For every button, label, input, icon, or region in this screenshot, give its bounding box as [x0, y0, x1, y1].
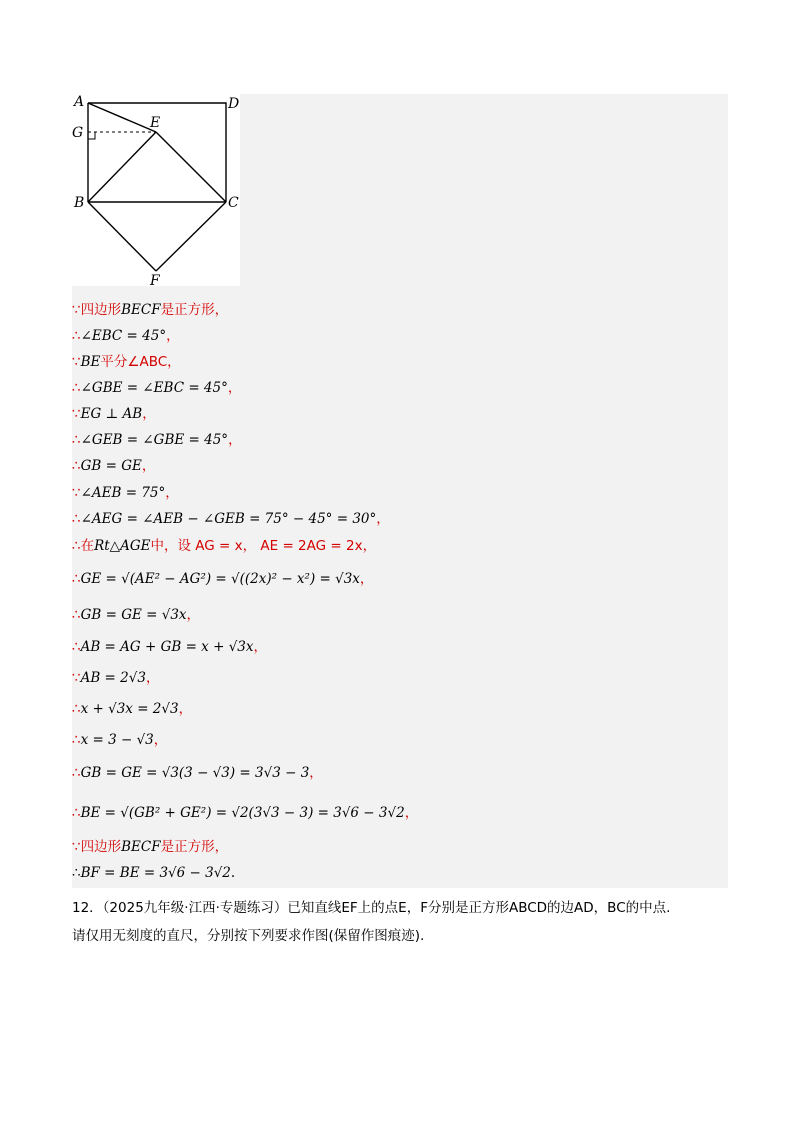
- solution-line: ∴GB = GE = √3x，: [72, 607, 201, 623]
- solution-line: ∴AB = AG + GB = x + √3x，: [72, 639, 267, 655]
- solution-line: ∴GB = GE = √3(3 − √3) = 3√3 − 3，: [72, 765, 323, 781]
- solution-line: ∴在Rt△AGE中，设 AG = x， AE = 2AG = 2x，: [72, 538, 377, 554]
- solution-line: ∴GB = GE，: [72, 458, 156, 474]
- label-c: C: [228, 195, 239, 211]
- problem-statement-line1: 12．（2025九年级·江西·专题练习）已知直线EF上的点E，F分别是正方形ABCD的边AD，BC的中点.: [72, 900, 671, 916]
- solution-line: ∵四边形BECF是正方形，: [72, 302, 229, 318]
- segment-ae: [88, 103, 156, 132]
- geometry-diagram: [72, 94, 240, 286]
- solution-line: ∴∠GBE = ∠EBC = 45°，: [72, 380, 242, 396]
- label-b: B: [74, 195, 85, 211]
- solution-line: ∴∠EBC = 45°，: [72, 328, 180, 344]
- label-a: A: [74, 94, 85, 110]
- label-g: G: [72, 125, 84, 141]
- solution-line: ∵AB = 2√3，: [72, 670, 160, 686]
- solution-line: ∴∠AEG = ∠AEB − ∠GEB = 75° − 45° = 30°，: [72, 511, 390, 527]
- segment-be: [88, 132, 156, 202]
- solution-line: ∴∠GEB = ∠GBE = 45°，: [72, 432, 242, 448]
- solution-line: ∵四边形BECF是正方形，: [72, 839, 229, 855]
- solution-line: ∴x = 3 − √3，: [72, 732, 168, 748]
- label-e: E: [150, 115, 161, 131]
- solution-line: ∴BE = √(GB² + GE²) = √2(3√3 − 3) = 3√6 − 3√2，: [72, 805, 419, 821]
- solution-line: ∴x + √3x = 2√3，: [72, 701, 193, 717]
- segment-cf: [156, 202, 226, 271]
- solution-line: ∵EG ⊥ AB，: [72, 406, 156, 422]
- solution-line: ∵BE平分∠ABC，: [72, 354, 181, 370]
- label-f: F: [150, 273, 160, 286]
- solution-line: ∴BF = BE = 3√6 − 3√2.: [72, 865, 236, 881]
- label-d: D: [228, 96, 240, 112]
- solution-line: ∴GE = √(AE² − AG²) = √((2x)² − x²) = √3x，: [72, 571, 374, 587]
- segment-ec: [156, 132, 226, 202]
- segment-bf: [88, 202, 156, 271]
- solution-line: ∵∠AEB = 75°，: [72, 485, 179, 501]
- right-angle-mark: [88, 132, 95, 139]
- problem-statement-line2: 请仅用无刻度的直尺，分别按下列要求作图(保留作图痕迹).: [72, 928, 425, 944]
- geometry-figure: [72, 94, 240, 286]
